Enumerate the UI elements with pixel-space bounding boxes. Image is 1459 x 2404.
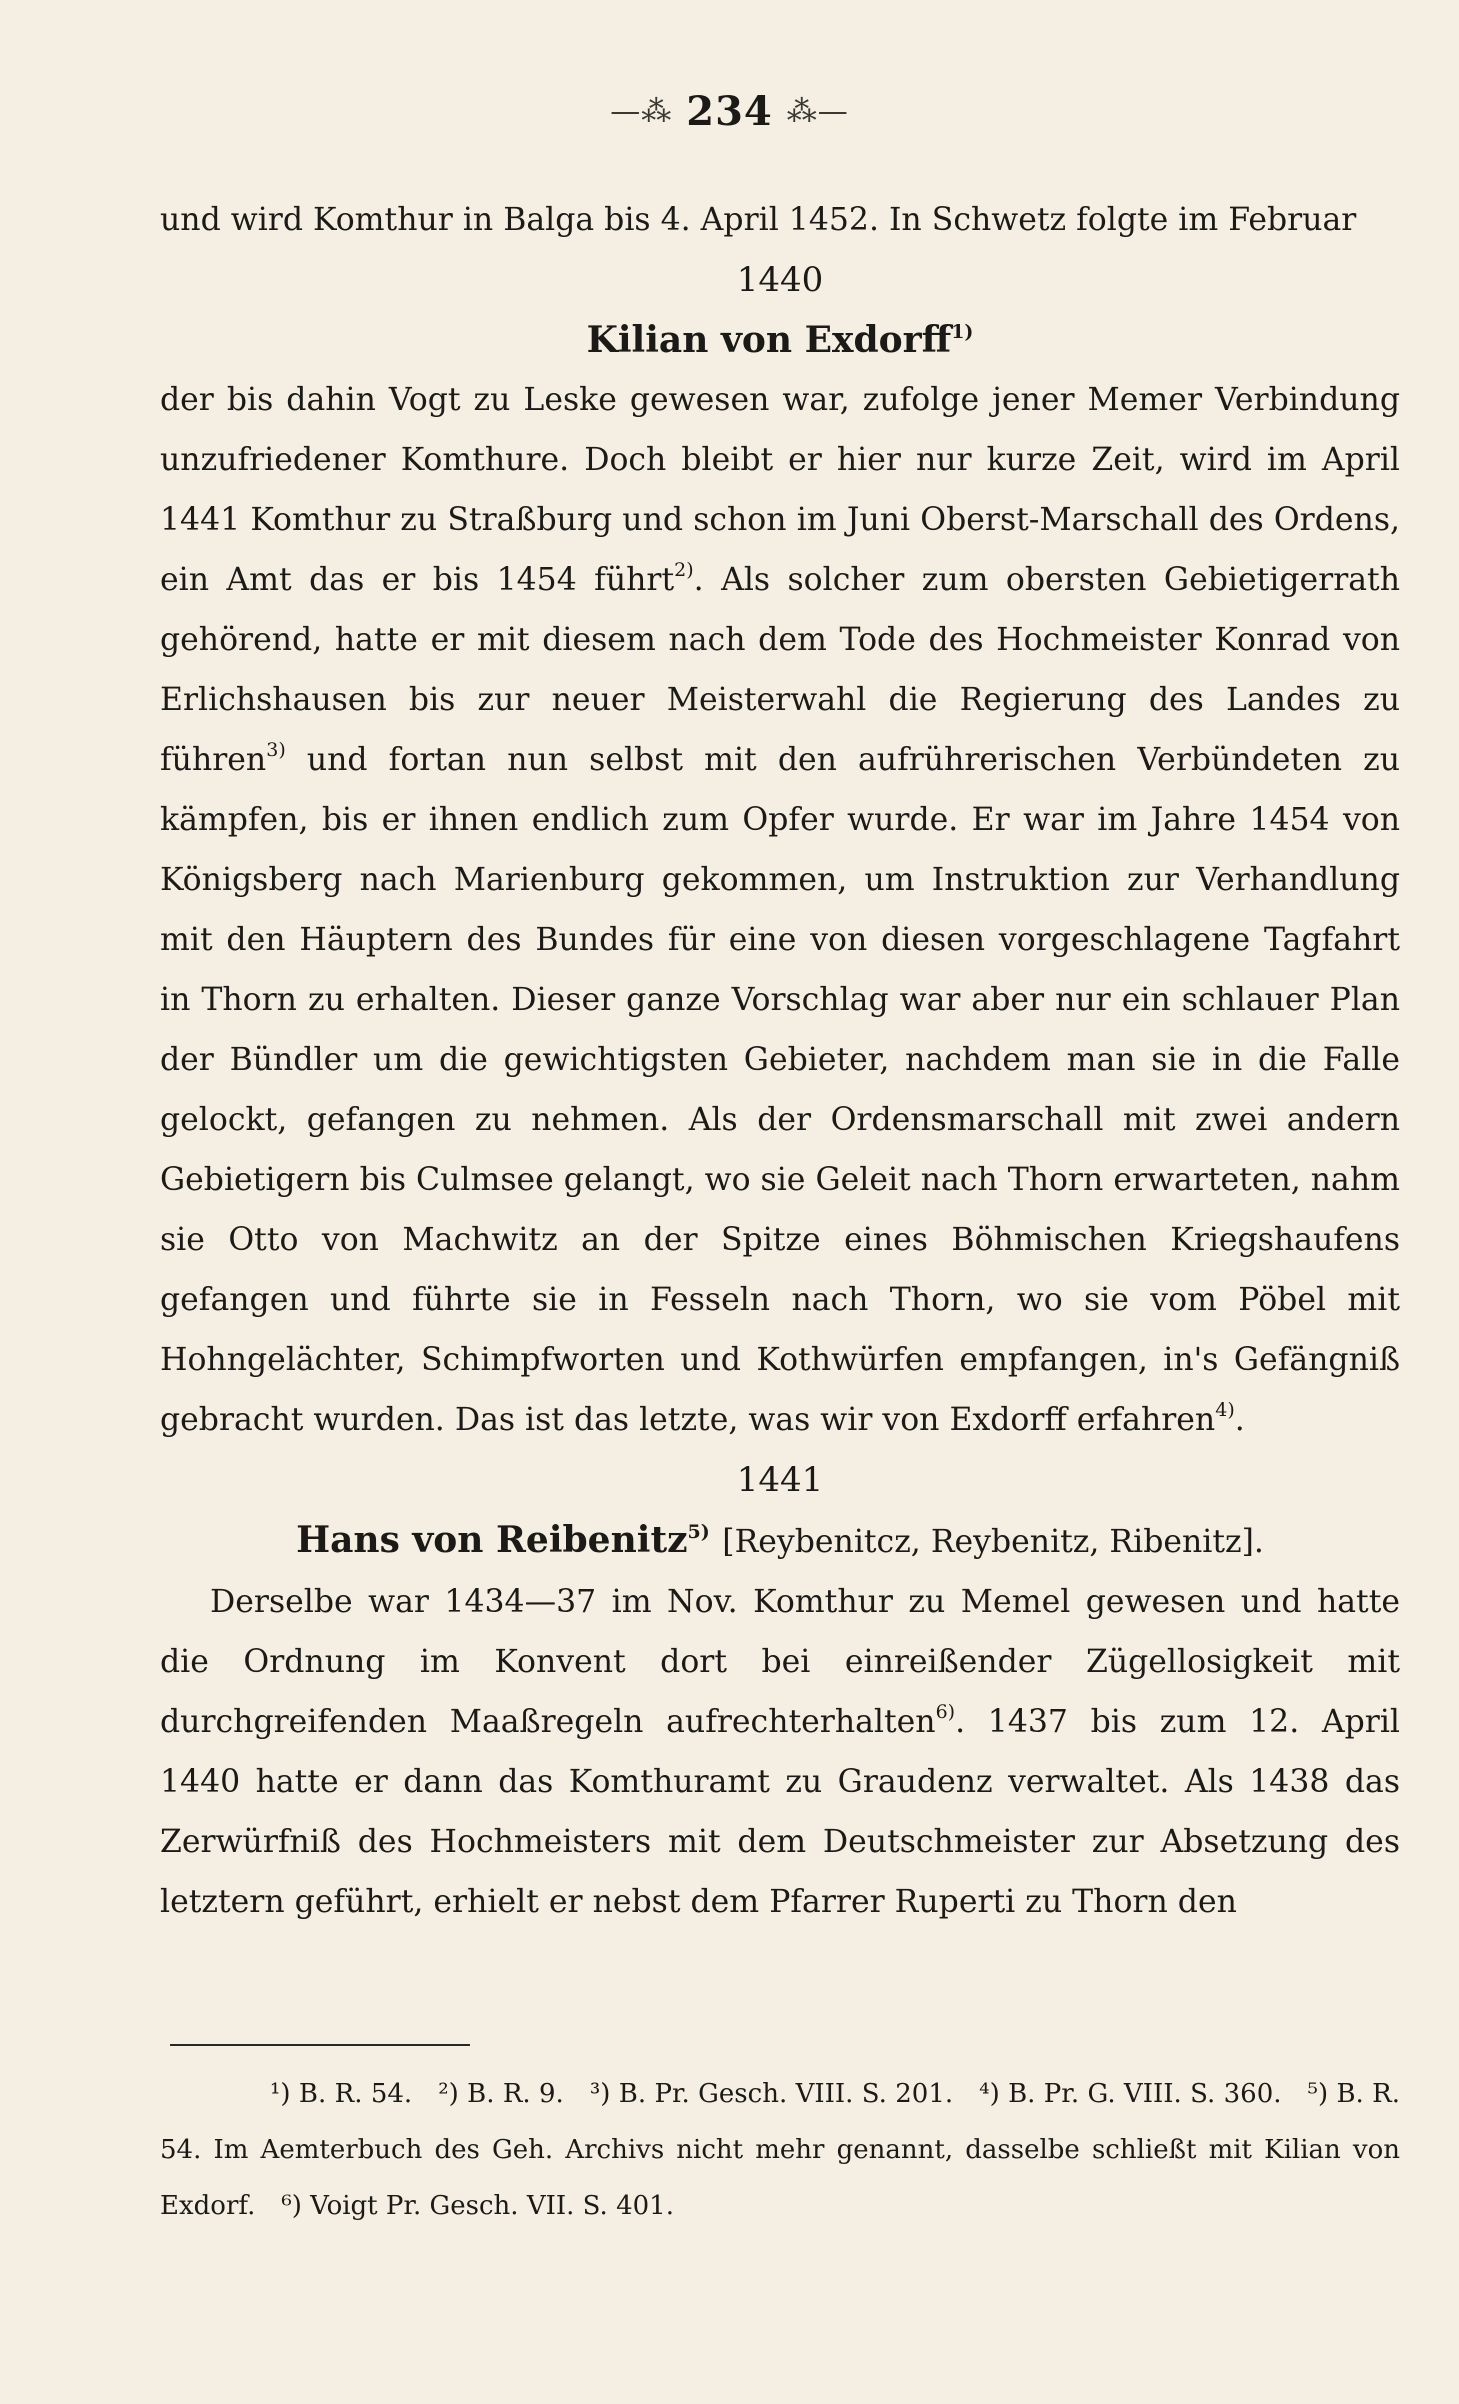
- body-text: [160, 190, 1400, 1932]
- name-variants: [Reybenitcz, Reybenitz, Ribenitz].: [722, 1524, 1264, 1560]
- header-ornament-left: —⁂: [610, 94, 673, 129]
- footnote-5: ⁵) B. R. 54. Im Aemterbuch des Geh. Archivs nicht mehr genannt, dasselbe schließt mit Kilian von Exdorf.: [160, 2079, 1401, 2221]
- text-run: . Als solcher zum obersten Gebietigerrath gehörend, hatte er mit diesem nach dem Tode des Hochmeister Konrad von Erlichshausen bis zur neuer Meisterwahl die Regierung des Landes zu führen: [160, 562, 1400, 778]
- footnotes: [160, 2066, 1400, 2234]
- footnote-ref: 1): [951, 321, 974, 343]
- footnote-1: ¹) B. R. 54.: [270, 2079, 413, 2109]
- footnote-ref: 3): [266, 739, 286, 761]
- page-number: 234: [686, 88, 773, 135]
- footnote-6: ⁶) Voigt Pr. Gesch. VII. S. 401.: [281, 2191, 674, 2221]
- person-name: Kilian von Exdorff: [586, 319, 952, 361]
- footnote-ref: 5): [687, 1521, 710, 1543]
- text-run: und fortan nun selbst mit den aufrührerischen Verbündeten zu kämpfen, bis er ihnen endlich zum Opfer wurde. Er war im Jahre 1454 von Königsberg nach Marienburg gekommen, um Instruktion zur Verhandlung mit den Häuptern des Bundes für eine von diesen vorgeschlagene Tagfahrt in Thorn zu erhalten. Dieser ganze Vorschlag war aber nur ein schlauer Plan der Bündler um die gewichtigsten Gebieter, nachdem man sie in die Falle gelockt, gefangen zu nehmen. Als der Ordensmarschall mit zwei andern Gebietigern bis Culmsee gelangt, wo sie Geleit nach Thorn erwarteten, nahm sie Otto von Machwitz an der Spitze eines Böhmischen Kriegshaufens gefangen und führte sie in Fesseln nach Thorn, wo sie vom Pöbel mit Hohngelächter, Schimpfworten und Kothwürfen empfangen, in's Gefängniß gebracht wurden. Das ist das letzte, was wir von Exdorff erfahren: [160, 742, 1400, 1438]
- footnote-ref: 4): [1215, 1399, 1235, 1421]
- person-name: Hans von Reibenitz: [296, 1519, 688, 1561]
- footnote-3: ³) B. Pr. Gesch. VIII. S. 201.: [589, 2079, 954, 2109]
- footnote-4: ⁴) B. Pr. G. VIII. S. 360.: [979, 2079, 1282, 2109]
- text-run: der bis dahin Vogt zu Leske gewesen war, zufolge jener Memer Verbindung unzufriedener Komthure. Doch bleibt er hier nur kurze Zeit, wird im April 1441 Komthur zu Straßburg und schon im Juni Oberst-Marschall des Ordens, ein Amt das er bis 1454 führt: [160, 382, 1400, 598]
- footnote-ref: 2): [674, 559, 694, 581]
- footnote-2: ²) B. R. 9.: [438, 2079, 564, 2109]
- footnote-ref: 6): [935, 1701, 956, 1723]
- text-run: .: [1234, 1402, 1245, 1438]
- header-ornament-right: ⁂—: [786, 94, 849, 129]
- year-heading-1441: 1441: [736, 1460, 824, 1500]
- person-heading-kilian: [160, 310, 1400, 370]
- footnote-block: [160, 2066, 1400, 2234]
- paragraph-kilian: [160, 370, 1400, 1450]
- text-run: . 1437 bis zum 12. April 1440 hatte er dann das Komthuramt zu Graudenz verwaltet. Als 1438 das Zerwürfniß des Hochmeisters mit dem Deutschmeister zur Absetzung des letztern geführt, erhielt er nebst dem Pfarrer Ruperti zu Thorn den: [160, 1704, 1401, 1920]
- page-header: [0, 88, 1459, 135]
- person-heading-hans: [160, 1510, 1400, 1572]
- text-run: Derselbe war 1434—37 im Nov. Komthur zu Memel gewesen und hatte die Ordnung im Konvent dort bei einreißender Zügellosigkeit mit durchgreifenden Maaßregeln aufrechterhalten: [160, 1584, 1400, 1740]
- year-heading-1440: 1440: [736, 260, 824, 300]
- footnote-divider: [170, 2044, 470, 2046]
- paragraph-continuation: und wird Komthur in Balga bis 4. April 1452. In Schwetz folgte im Februar: [160, 202, 1357, 238]
- paragraph-hans: [160, 1572, 1400, 1932]
